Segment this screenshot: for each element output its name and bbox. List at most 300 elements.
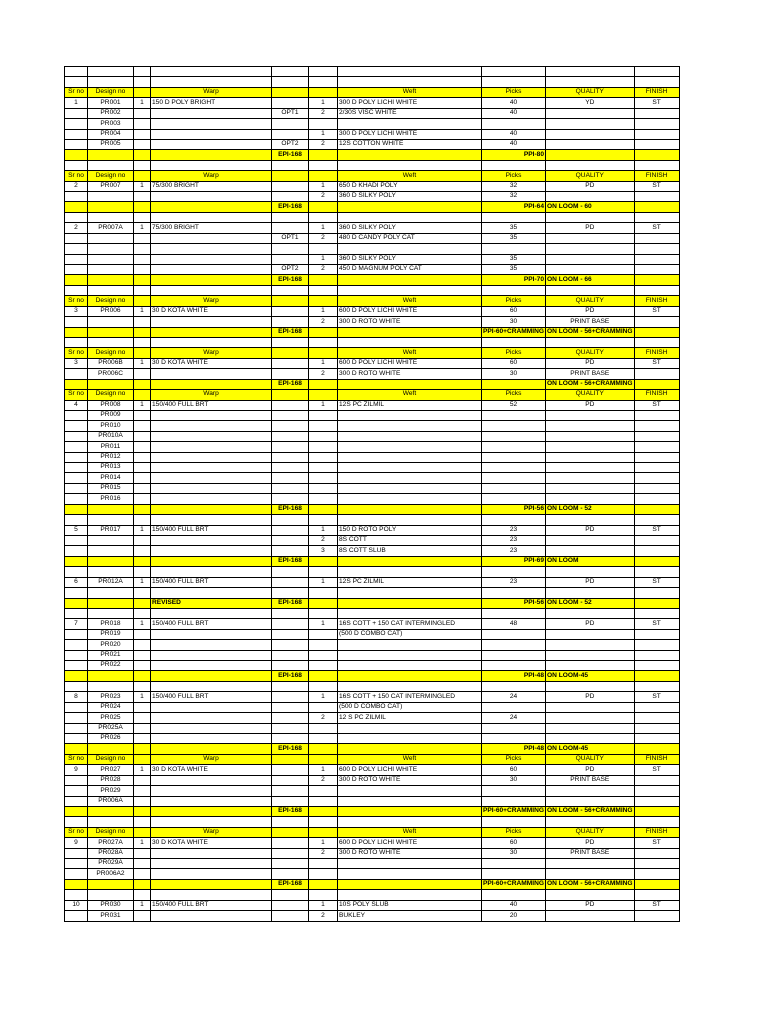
table-cell[interactable]: ON LOOM - 66 [546, 275, 635, 285]
table-cell[interactable] [482, 796, 546, 806]
table-cell[interactable] [338, 212, 482, 222]
table-cell[interactable] [634, 546, 679, 556]
table-cell[interactable]: 300 D ROTO WHITE [338, 848, 482, 858]
table-cell[interactable]: QUALITY [546, 348, 635, 358]
table-cell[interactable] [272, 348, 309, 358]
table-cell[interactable] [634, 483, 679, 493]
table-cell[interactable]: 2 [309, 317, 338, 327]
table-cell[interactable] [634, 108, 679, 118]
table-cell[interactable] [546, 410, 635, 420]
table-cell[interactable] [338, 734, 482, 744]
table-cell[interactable] [634, 890, 679, 900]
table-cell[interactable] [134, 254, 151, 264]
table-cell[interactable] [134, 212, 151, 222]
table-cell[interactable] [272, 900, 309, 910]
table-cell[interactable] [309, 67, 338, 77]
table-cell[interactable]: PR030 [88, 900, 134, 910]
table-cell[interactable]: 1 [309, 306, 338, 316]
table-cell[interactable]: QUALITY [546, 390, 635, 400]
table-cell[interactable] [151, 629, 272, 639]
table-cell[interactable]: 30 D KOTA WHITE [151, 765, 272, 775]
table-cell[interactable]: Sr no [65, 87, 88, 97]
table-cell[interactable]: 24 [482, 692, 546, 702]
table-cell[interactable]: Picks [482, 390, 546, 400]
table-cell[interactable]: 2 [309, 848, 338, 858]
table-cell[interactable]: 2 [309, 713, 338, 723]
table-cell[interactable] [634, 796, 679, 806]
table-cell[interactable] [634, 494, 679, 504]
table-cell[interactable] [88, 681, 134, 691]
table-cell[interactable]: 30 D KOTA WHITE [151, 838, 272, 848]
table-cell[interactable] [151, 567, 272, 577]
table-cell[interactable] [65, 421, 88, 431]
table-cell[interactable] [272, 483, 309, 493]
table-cell[interactable] [134, 869, 151, 879]
table-cell[interactable] [272, 713, 309, 723]
table-cell[interactable]: Warp [151, 87, 272, 97]
table-cell[interactable] [546, 890, 635, 900]
table-cell[interactable]: 16S COTT + 150 CAT INTERMINGLED [338, 619, 482, 629]
table-cell[interactable] [151, 535, 272, 545]
table-cell[interactable] [151, 796, 272, 806]
table-cell[interactable]: Warp [151, 390, 272, 400]
table-cell[interactable] [309, 452, 338, 462]
table-cell[interactable]: FINISH [634, 390, 679, 400]
table-cell[interactable] [634, 911, 679, 921]
table-cell[interactable] [309, 150, 338, 160]
table-cell[interactable] [546, 442, 635, 452]
table-cell[interactable] [65, 150, 88, 160]
table-cell[interactable]: 48 [482, 619, 546, 629]
table-cell[interactable] [634, 212, 679, 222]
table-cell[interactable]: QUALITY [546, 296, 635, 306]
table-cell[interactable] [309, 817, 338, 827]
table-cell[interactable]: PR006B [88, 358, 134, 368]
table-cell[interactable] [151, 160, 272, 170]
table-cell[interactable]: 7 [65, 619, 88, 629]
table-cell[interactable]: PR027 [88, 765, 134, 775]
table-cell[interactable]: 52 [482, 400, 546, 410]
table-cell[interactable] [546, 734, 635, 744]
table-cell[interactable] [272, 431, 309, 441]
table-cell[interactable] [546, 640, 635, 650]
table-cell[interactable]: PR007A [88, 223, 134, 233]
table-cell[interactable] [65, 817, 88, 827]
table-cell[interactable] [272, 463, 309, 473]
table-cell[interactable] [482, 431, 546, 441]
table-cell[interactable] [134, 744, 151, 754]
table-cell[interactable] [88, 546, 134, 556]
table-cell[interactable] [151, 463, 272, 473]
table-cell[interactable] [134, 390, 151, 400]
table-cell[interactable] [309, 77, 338, 87]
table-cell[interactable]: PR021 [88, 650, 134, 660]
table-cell[interactable] [309, 171, 338, 181]
table-cell[interactable] [482, 77, 546, 87]
table-cell[interactable]: PR026 [88, 734, 134, 744]
table-cell[interactable] [634, 369, 679, 379]
table-cell[interactable] [309, 734, 338, 744]
table-cell[interactable] [65, 244, 88, 254]
table-cell[interactable]: PR005 [88, 139, 134, 149]
table-cell[interactable] [272, 400, 309, 410]
table-cell[interactable]: ON LOOM - 56+CRAMMING [546, 379, 635, 389]
table-cell[interactable]: 8S COTT [338, 535, 482, 545]
table-cell[interactable]: EPI-168 [272, 671, 309, 681]
table-cell[interactable] [309, 379, 338, 389]
table-cell[interactable]: 600 D POLY LICHI WHITE [338, 306, 482, 316]
table-cell[interactable] [272, 317, 309, 327]
table-cell[interactable] [634, 713, 679, 723]
table-cell[interactable]: PR017 [88, 525, 134, 535]
table-cell[interactable] [65, 588, 88, 598]
table-cell[interactable] [134, 806, 151, 816]
table-cell[interactable] [634, 119, 679, 129]
table-cell[interactable]: PD [546, 223, 635, 233]
table-cell[interactable]: Weft [338, 827, 482, 837]
table-cell[interactable]: 650 D KHADI POLY [338, 181, 482, 191]
table-cell[interactable] [151, 108, 272, 118]
table-cell[interactable] [134, 473, 151, 483]
table-cell[interactable]: 40 [482, 139, 546, 149]
table-cell[interactable] [634, 410, 679, 420]
table-cell[interactable]: 12S PC ZILMIL [338, 400, 482, 410]
table-cell[interactable] [65, 775, 88, 785]
table-cell[interactable] [546, 265, 635, 275]
table-cell[interactable] [134, 265, 151, 275]
table-cell[interactable] [65, 473, 88, 483]
table-cell[interactable] [272, 619, 309, 629]
table-cell[interactable] [134, 859, 151, 869]
table-cell[interactable] [134, 317, 151, 327]
table-cell[interactable] [546, 723, 635, 733]
table-cell[interactable]: PR012 [88, 452, 134, 462]
table-cell[interactable] [546, 535, 635, 545]
table-cell[interactable]: ST [634, 838, 679, 848]
table-cell[interactable] [65, 463, 88, 473]
table-cell[interactable]: PPI-60+CRAMMING [482, 327, 546, 337]
table-cell[interactable] [151, 608, 272, 618]
table-cell[interactable] [546, 546, 635, 556]
table-cell[interactable]: FINISH [634, 171, 679, 181]
table-cell[interactable] [272, 171, 309, 181]
table-cell[interactable] [151, 848, 272, 858]
table-cell[interactable] [134, 535, 151, 545]
table-cell[interactable] [272, 567, 309, 577]
table-cell[interactable]: 1 [134, 358, 151, 368]
table-cell[interactable] [65, 661, 88, 671]
table-cell[interactable] [134, 546, 151, 556]
table-cell[interactable]: 75/300 BRIGHT [151, 223, 272, 233]
table-cell[interactable] [65, 671, 88, 681]
table-cell[interactable]: FINISH [634, 87, 679, 97]
table-cell[interactable] [272, 608, 309, 618]
table-cell[interactable] [88, 285, 134, 295]
table-cell[interactable] [634, 160, 679, 170]
table-cell[interactable] [309, 87, 338, 97]
table-cell[interactable]: 60 [482, 765, 546, 775]
table-cell[interactable]: PPI-48 [482, 744, 546, 754]
table-cell[interactable] [482, 160, 546, 170]
table-cell[interactable]: 8S COTT SLUB [338, 546, 482, 556]
table-cell[interactable]: PR028 [88, 775, 134, 785]
table-cell[interactable] [65, 879, 88, 889]
table-cell[interactable]: ON LOOM - 60 [546, 202, 635, 212]
table-cell[interactable] [151, 254, 272, 264]
table-cell[interactable] [482, 567, 546, 577]
table-cell[interactable] [546, 859, 635, 869]
table-cell[interactable] [134, 463, 151, 473]
table-cell[interactable]: ON LOOM - 56+CRAMMING [546, 879, 635, 889]
table-cell[interactable]: PR020 [88, 640, 134, 650]
table-cell[interactable] [272, 452, 309, 462]
table-cell[interactable] [338, 285, 482, 295]
table-cell[interactable] [482, 515, 546, 525]
table-cell[interactable] [134, 452, 151, 462]
table-cell[interactable]: 1 [134, 692, 151, 702]
table-cell[interactable] [88, 233, 134, 243]
table-cell[interactable]: QUALITY [546, 827, 635, 837]
table-cell[interactable] [151, 786, 272, 796]
table-cell[interactable] [272, 869, 309, 879]
table-cell[interactable] [151, 869, 272, 879]
table-cell[interactable] [338, 327, 482, 337]
table-cell[interactable]: PR022 [88, 661, 134, 671]
table-cell[interactable] [65, 192, 88, 202]
table-cell[interactable]: 600 D POLY LICHI WHITE [338, 765, 482, 775]
table-cell[interactable]: 1 [309, 98, 338, 108]
table-cell[interactable] [338, 723, 482, 733]
table-cell[interactable] [482, 244, 546, 254]
table-cell[interactable]: ON LOOM-45 [546, 671, 635, 681]
table-cell[interactable]: 150/400 FULL BRT [151, 619, 272, 629]
table-cell[interactable] [634, 317, 679, 327]
table-cell[interactable] [134, 827, 151, 837]
table-cell[interactable] [65, 598, 88, 608]
table-cell[interactable] [338, 859, 482, 869]
table-cell[interactable] [65, 650, 88, 660]
table-cell[interactable] [65, 108, 88, 118]
table-cell[interactable] [151, 202, 272, 212]
table-cell[interactable] [309, 515, 338, 525]
table-cell[interactable]: 1 [309, 900, 338, 910]
table-cell[interactable]: 40 [482, 98, 546, 108]
table-cell[interactable] [151, 775, 272, 785]
table-cell[interactable] [65, 442, 88, 452]
table-cell[interactable] [65, 713, 88, 723]
table-cell[interactable] [134, 285, 151, 295]
table-cell[interactable]: PR001 [88, 98, 134, 108]
table-cell[interactable] [151, 244, 272, 254]
table-cell[interactable] [634, 275, 679, 285]
table-cell[interactable] [309, 608, 338, 618]
table-cell[interactable] [272, 692, 309, 702]
table-cell[interactable] [634, 879, 679, 889]
table-cell[interactable] [88, 608, 134, 618]
table-cell[interactable] [309, 390, 338, 400]
table-cell[interactable]: Warp [151, 754, 272, 764]
table-cell[interactable] [134, 337, 151, 347]
table-cell[interactable] [151, 129, 272, 139]
table-cell[interactable]: PR010 [88, 421, 134, 431]
table-cell[interactable] [88, 806, 134, 816]
table-cell[interactable]: 150 D POLY BRIGHT [151, 98, 272, 108]
table-cell[interactable] [634, 67, 679, 77]
table-cell[interactable] [88, 337, 134, 347]
table-cell[interactable] [272, 827, 309, 837]
table-cell[interactable]: 1 [309, 400, 338, 410]
table-cell[interactable] [88, 671, 134, 681]
table-cell[interactable]: 2 [65, 223, 88, 233]
table-cell[interactable]: 480 D CANDY POLY CAT [338, 233, 482, 243]
table-cell[interactable] [151, 275, 272, 285]
table-cell[interactable]: PR012A [88, 577, 134, 587]
table-cell[interactable]: 300 D POLY LICHI WHITE [338, 98, 482, 108]
table-cell[interactable] [88, 77, 134, 87]
table-cell[interactable] [134, 139, 151, 149]
table-cell[interactable] [338, 681, 482, 691]
table-cell[interactable] [272, 244, 309, 254]
table-cell[interactable] [65, 629, 88, 639]
table-cell[interactable]: PR025A [88, 723, 134, 733]
table-cell[interactable] [309, 337, 338, 347]
table-cell[interactable] [309, 556, 338, 566]
table-cell[interactable]: PR006C [88, 369, 134, 379]
table-cell[interactable]: PPI-69 [482, 556, 546, 566]
table-cell[interactable]: PR019 [88, 629, 134, 639]
table-cell[interactable] [309, 442, 338, 452]
table-cell[interactable] [309, 421, 338, 431]
table-cell[interactable] [272, 296, 309, 306]
table-cell[interactable] [634, 77, 679, 87]
table-cell[interactable]: 1 [134, 765, 151, 775]
table-cell[interactable]: 30 [482, 369, 546, 379]
table-cell[interactable]: Design no [88, 87, 134, 97]
table-cell[interactable] [65, 337, 88, 347]
table-cell[interactable]: 1 [134, 577, 151, 587]
table-cell[interactable] [634, 442, 679, 452]
table-cell[interactable] [546, 463, 635, 473]
table-cell[interactable] [634, 817, 679, 827]
table-cell[interactable] [151, 139, 272, 149]
table-cell[interactable] [65, 452, 88, 462]
table-cell[interactable]: 2 [309, 192, 338, 202]
table-cell[interactable] [134, 327, 151, 337]
table-cell[interactable]: 23 [482, 535, 546, 545]
table-cell[interactable] [134, 608, 151, 618]
table-cell[interactable] [338, 410, 482, 420]
table-cell[interactable]: 600 D POLY LICHI WHITE [338, 838, 482, 848]
table-cell[interactable]: 1 [309, 525, 338, 535]
table-cell[interactable] [88, 192, 134, 202]
table-cell[interactable] [88, 254, 134, 264]
table-cell[interactable] [309, 806, 338, 816]
table-cell[interactable] [151, 723, 272, 733]
table-cell[interactable] [482, 379, 546, 389]
table-cell[interactable] [634, 379, 679, 389]
table-cell[interactable] [546, 285, 635, 295]
table-cell[interactable] [88, 317, 134, 327]
table-cell[interactable] [338, 556, 482, 566]
table-cell[interactable] [338, 515, 482, 525]
table-cell[interactable] [272, 390, 309, 400]
table-cell[interactable] [482, 859, 546, 869]
table-cell[interactable]: 3 [309, 546, 338, 556]
table-cell[interactable] [338, 452, 482, 462]
table-cell[interactable] [134, 671, 151, 681]
table-cell[interactable]: QUALITY [546, 87, 635, 97]
table-cell[interactable] [634, 337, 679, 347]
table-cell[interactable] [134, 702, 151, 712]
table-cell[interactable]: Sr no [65, 296, 88, 306]
table-cell[interactable] [272, 181, 309, 191]
table-cell[interactable] [338, 77, 482, 87]
table-cell[interactable] [546, 129, 635, 139]
table-cell[interactable] [338, 796, 482, 806]
table-cell[interactable] [151, 494, 272, 504]
table-cell[interactable] [134, 77, 151, 87]
table-cell[interactable]: ON LOOM-45 [546, 744, 635, 754]
table-cell[interactable] [338, 504, 482, 514]
table-cell[interactable] [134, 556, 151, 566]
table-cell[interactable]: PPI-80 [482, 150, 546, 160]
table-cell[interactable]: 35 [482, 233, 546, 243]
table-cell[interactable] [88, 67, 134, 77]
table-cell[interactable]: PD [546, 692, 635, 702]
table-cell[interactable]: PPI-64 [482, 202, 546, 212]
table-cell[interactable] [634, 734, 679, 744]
table-cell[interactable] [546, 483, 635, 493]
table-cell[interactable]: 4 [65, 400, 88, 410]
table-cell[interactable] [546, 911, 635, 921]
table-cell[interactable]: 30 D KOTA WHITE [151, 306, 272, 316]
table-cell[interactable]: ON LOOM - 52 [546, 504, 635, 514]
table-cell[interactable] [546, 67, 635, 77]
table-cell[interactable] [546, 702, 635, 712]
table-cell[interactable]: FINISH [634, 348, 679, 358]
table-cell[interactable]: PD [546, 306, 635, 316]
table-cell[interactable] [546, 119, 635, 129]
table-cell[interactable]: PPI-70 [482, 275, 546, 285]
table-cell[interactable] [482, 640, 546, 650]
table-cell[interactable]: Sr no [65, 827, 88, 837]
table-cell[interactable] [546, 77, 635, 87]
table-cell[interactable] [65, 890, 88, 900]
table-cell[interactable] [151, 421, 272, 431]
table-cell[interactable]: PR002 [88, 108, 134, 118]
table-cell[interactable]: PD [546, 400, 635, 410]
table-cell[interactable] [272, 629, 309, 639]
table-cell[interactable] [134, 640, 151, 650]
table-cell[interactable] [634, 786, 679, 796]
table-cell[interactable]: OPT1 [272, 108, 309, 118]
table-cell[interactable]: ON LOOM - 56+CRAMMING [546, 327, 635, 337]
table-cell[interactable]: QUALITY [546, 754, 635, 764]
table-cell[interactable]: EPI-168 [272, 744, 309, 754]
table-cell[interactable] [634, 265, 679, 275]
table-cell[interactable] [151, 702, 272, 712]
table-cell[interactable] [151, 212, 272, 222]
table-cell[interactable]: 1 [309, 254, 338, 264]
table-cell[interactable] [309, 598, 338, 608]
table-cell[interactable]: Weft [338, 171, 482, 181]
table-cell[interactable]: 1 [134, 525, 151, 535]
table-cell[interactable] [65, 806, 88, 816]
table-cell[interactable] [151, 879, 272, 889]
table-cell[interactable] [338, 160, 482, 170]
table-cell[interactable] [134, 244, 151, 254]
table-cell[interactable] [634, 244, 679, 254]
